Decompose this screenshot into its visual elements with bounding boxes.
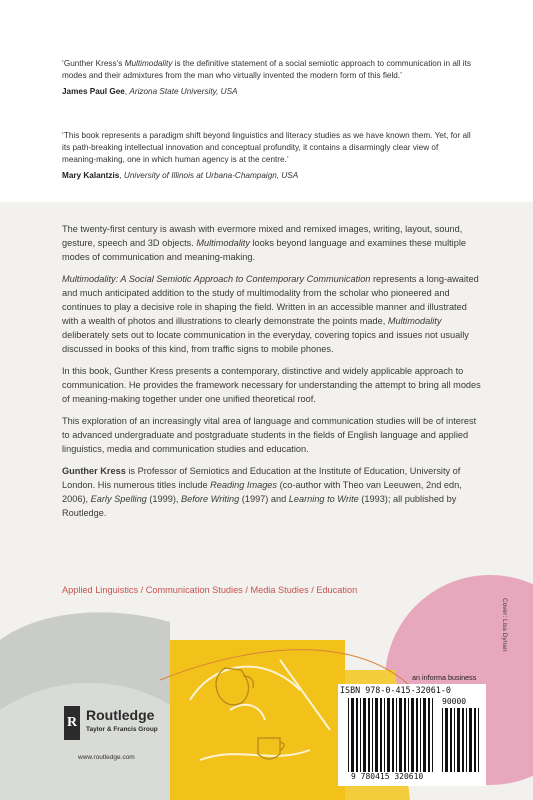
- p1-italic: Multimodality: [196, 238, 250, 248]
- quote-2-text: ‘This book represents a paradigm shift beyond linguistics and literacy studies as we have known them. Yet, for all its path-breaking intellectual innovation and conceptual profundity, it contains a disarmingly clear view of meaning-making, one in which human agency is at the centre.’: [62, 131, 471, 164]
- barcode-bar: [474, 708, 476, 772]
- isbn-number: ISBN 978-0-415-32061-0: [340, 685, 451, 695]
- cover-credit: Cover: Lisa Dynan: [501, 598, 508, 652]
- barcode-bar: [363, 698, 366, 772]
- barcode-bar: [392, 698, 394, 772]
- barcode-bar: [428, 698, 430, 772]
- quote-1-post: is the definitive statement of a social semiotic approach to communication in all its modes and their admixtures from the man who virtually invented the modern form of this field.’: [62, 59, 471, 80]
- barcode-bar: [387, 698, 390, 772]
- barcode-bar: [348, 698, 349, 772]
- description-body: [62, 222, 482, 528]
- bio-title-2: Early Spelling: [90, 494, 147, 504]
- quote-1-affiliation: Arizona State University, USA: [129, 87, 238, 96]
- publisher-group: Taylor & Francis Group: [86, 726, 158, 733]
- informa-tagline: an informa business: [412, 673, 477, 682]
- routledge-r-icon: [64, 706, 80, 740]
- subject-categories: Applied Linguistics / Communication Studies / Media Studies / Education: [62, 585, 358, 595]
- barcode-bar: [462, 708, 464, 772]
- barcode-bar: [375, 698, 378, 772]
- p1-text-a: The twenty-first century is awash with evermore mixed and remixed images, writing, layout, sound, gesture, speech and 3D objects.: [62, 224, 463, 248]
- quote-1-author: James Paul Gee: [62, 87, 125, 96]
- bio-text-e: (1993); all published by Routledge.: [62, 494, 457, 518]
- p1-text-b: looks beyond language and examines these multiple modes of communication and meaning-making.: [62, 238, 466, 262]
- quote-1-pre: ‘Gunther Kress’s: [62, 59, 125, 68]
- barcode-bar: [372, 698, 373, 772]
- publisher-name: Routledge: [86, 707, 155, 723]
- bio-text-b: (co-author with Theo van Leeuwen, 2nd edn, 2006),: [62, 480, 462, 504]
- barcode-bar: [457, 708, 460, 772]
- author-name: Gunther Kress: [62, 466, 126, 476]
- publisher-url: www.routledge.com: [78, 754, 135, 761]
- price-addon-number: 90000: [442, 697, 467, 706]
- barcode-bar: [396, 698, 397, 772]
- barcode-bar: [445, 708, 448, 772]
- bio-text-c: (1999),: [146, 494, 182, 504]
- description-paragraph-2: [62, 272, 482, 356]
- description-paragraph-4: This exploration of an increasingly vital area of language and communication studies will be of interest to advanced undergraduate and postgraduate students in the fields of English language and applied linguistics, media and communication studies and education.: [62, 416, 477, 454]
- barcode-bar: [356, 698, 358, 772]
- barcode-bar: [416, 698, 418, 772]
- barcode-bar: [454, 708, 455, 772]
- p2-text-b: deliberately sets out to locate communication in the everyday, covering topics and issues not usually discussed in books of this kind, from traffic signs to mobile phones.: [62, 330, 469, 354]
- barcode-bar: [380, 698, 382, 772]
- bio-title-4: Learning to Write: [288, 494, 359, 504]
- endorsement-quote-1: [62, 58, 472, 98]
- svg-text:R: R: [66, 715, 78, 730]
- endorsements-panel: [0, 0, 533, 202]
- barcode-bar: [466, 708, 467, 772]
- p2-italic: Multimodality: [387, 316, 442, 326]
- quote-2-attribution: Mary Kalantzis, University of Illinois at Urbana-Champaign, USA: [62, 171, 299, 180]
- quote-1-attribution: James Paul Gee, Arizona State University, USA: [62, 87, 238, 96]
- barcode-bar: [442, 708, 443, 772]
- addon-barcode-bars: [442, 708, 482, 772]
- barcode-bar: [399, 698, 402, 772]
- barcode-bar: [384, 698, 385, 772]
- p2-text-a: represents a long-awaited and much anticipated addition to the study of multimodality from the scholar who pioneered and continues to play a decisive role in shaping the field. Written in an accessible manner and illustrated with a wealth of photos and illustrations to clearly demonstrate the points made,: [62, 274, 479, 326]
- bio-title-3: Before Writing: [181, 494, 240, 504]
- p2-italic-title: Multimodality: A Social Semiotic Approach to Contemporary Communication: [62, 274, 371, 284]
- description-paragraph-1: [62, 222, 482, 264]
- barcode-bar: [351, 698, 354, 772]
- barcode-bar: [432, 698, 433, 772]
- bio-text-d: (1997) and: [239, 494, 289, 504]
- isbn-barcode: [338, 684, 486, 786]
- author-bio-paragraph: [62, 464, 482, 520]
- yellow-block-shape: [170, 640, 345, 800]
- bio-title-1: Reading Images: [210, 480, 278, 490]
- barcode-bar: [423, 698, 426, 772]
- quote-1-title: Multimodality: [124, 59, 173, 68]
- barcode-bar: [420, 698, 421, 772]
- quote-2-author: Mary Kalantzis: [62, 171, 120, 180]
- endorsement-quote-2: [62, 130, 472, 182]
- barcode-bar: [450, 708, 452, 772]
- description-paragraph-3: In this book, Gunther Kress presents a contemporary, distinctive and widely applicable approach to communication. He provides the framework necessary for understanding the attempt to bring all modes of meaning-making together under one unified theoretical roof.: [62, 366, 481, 404]
- barcode-bar: [408, 698, 409, 772]
- barcode-bar: [404, 698, 406, 772]
- barcode-bar: [360, 698, 361, 772]
- bio-text-a: is Professor of Semiotics and Education at the Institute of Education, University of London. His numerous titles include: [62, 466, 461, 490]
- barcode-bar: [368, 698, 370, 772]
- quote-2-affiliation: University of Illinois at Urbana-Champaign, USA: [123, 171, 299, 180]
- barcode-bar: [478, 708, 479, 772]
- barcode-bar: [411, 698, 414, 772]
- ean-barcode-bars: [348, 698, 436, 772]
- barcode-bar: [469, 708, 472, 772]
- ean-number: 9 780415 320610: [351, 772, 424, 781]
